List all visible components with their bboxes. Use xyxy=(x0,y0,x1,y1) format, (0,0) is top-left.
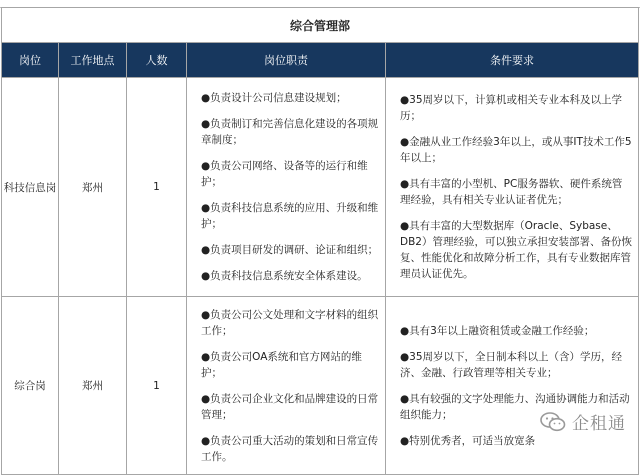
header-requirements: 条件要求 xyxy=(386,43,639,78)
header-position: 岗位 xyxy=(2,43,59,78)
duty-item: ●负责公司公文处理和文字材料的组织工作； xyxy=(201,308,379,337)
requirement-item: ●具有丰富的小型机、PC服务器软、硬件系统管理经验，具有相关专业认证者优先； xyxy=(400,178,623,206)
table-row xyxy=(2,78,639,297)
requirements-cell xyxy=(386,78,639,297)
position-cell: 科技信息岗 xyxy=(2,78,59,297)
count-cell: 1 xyxy=(127,297,187,475)
requirement-item: ●具有较强的文字处理能力、沟通协调能力和活动组织能力； xyxy=(400,392,630,421)
duty-item: ●负责公司重大活动的策划和日常宣传工作。 xyxy=(201,434,379,463)
watermark-text: 企租通 xyxy=(572,414,626,434)
position-cell: 综合岗 xyxy=(2,297,59,475)
requirement-item: ●金融从业工作经验3年以上，或从事IT技术工作5年以上； xyxy=(400,136,632,164)
requirement-item: ●具有3年以上融资租赁或金融工作经验； xyxy=(400,324,595,337)
duty-item: ●负责设计公司信息建设规划； xyxy=(201,92,347,104)
requirement-item: ●35周岁以下，计算机或相关专业本科及以上学历； xyxy=(400,94,623,122)
watermark xyxy=(540,409,626,434)
header-duties: 岗位职责 xyxy=(187,43,386,78)
requirement-item: ●具有丰富的大型数据库（Oracle、Sybase、DB2）管理经验，可以独立承担安装部署、备份恢复、性能优化和故障分析工作，具有专业数据库管理员认证优先。 xyxy=(400,220,632,280)
requirements-cell xyxy=(386,297,639,475)
location-cell: 郑州 xyxy=(59,297,127,475)
duties-cell xyxy=(187,297,386,475)
requirement-item: ●特别优秀者，可适当放宽条 xyxy=(400,434,536,447)
department-title: 综合管理部 xyxy=(2,8,639,43)
requirement-item: ●35周岁以下，全日制本科以上（含）学历，经济、金融、行政管理等相关专业； xyxy=(400,350,623,379)
header-count: 人数 xyxy=(127,43,187,78)
job-table xyxy=(1,7,639,475)
wechat-icon xyxy=(540,412,566,432)
duty-item: ●负责公司网络、设备等的运行和维护； xyxy=(201,160,368,188)
duties-cell xyxy=(187,78,386,297)
duty-item: ●负责科技信息系统安全体系建设。 xyxy=(201,270,368,282)
location-cell: 郑州 xyxy=(59,78,127,297)
duty-item: ●负责公司OA系统和官方网站的维护； xyxy=(201,350,362,379)
department-row xyxy=(2,8,639,43)
count-cell: 1 xyxy=(127,78,187,297)
header-row xyxy=(2,43,639,78)
duty-item: ●负责科技信息系统的应用、升级和维护； xyxy=(201,202,379,230)
table-row xyxy=(2,297,639,475)
duty-item: ●负责项目研发的调研、论证和组织； xyxy=(201,244,379,256)
duty-item: ●负责公司企业文化和品牌建设的日常管理； xyxy=(201,392,379,421)
duty-item: ●负责制订和完善信息化建设的各项规章制度； xyxy=(201,118,379,146)
header-location: 工作地点 xyxy=(59,43,127,78)
